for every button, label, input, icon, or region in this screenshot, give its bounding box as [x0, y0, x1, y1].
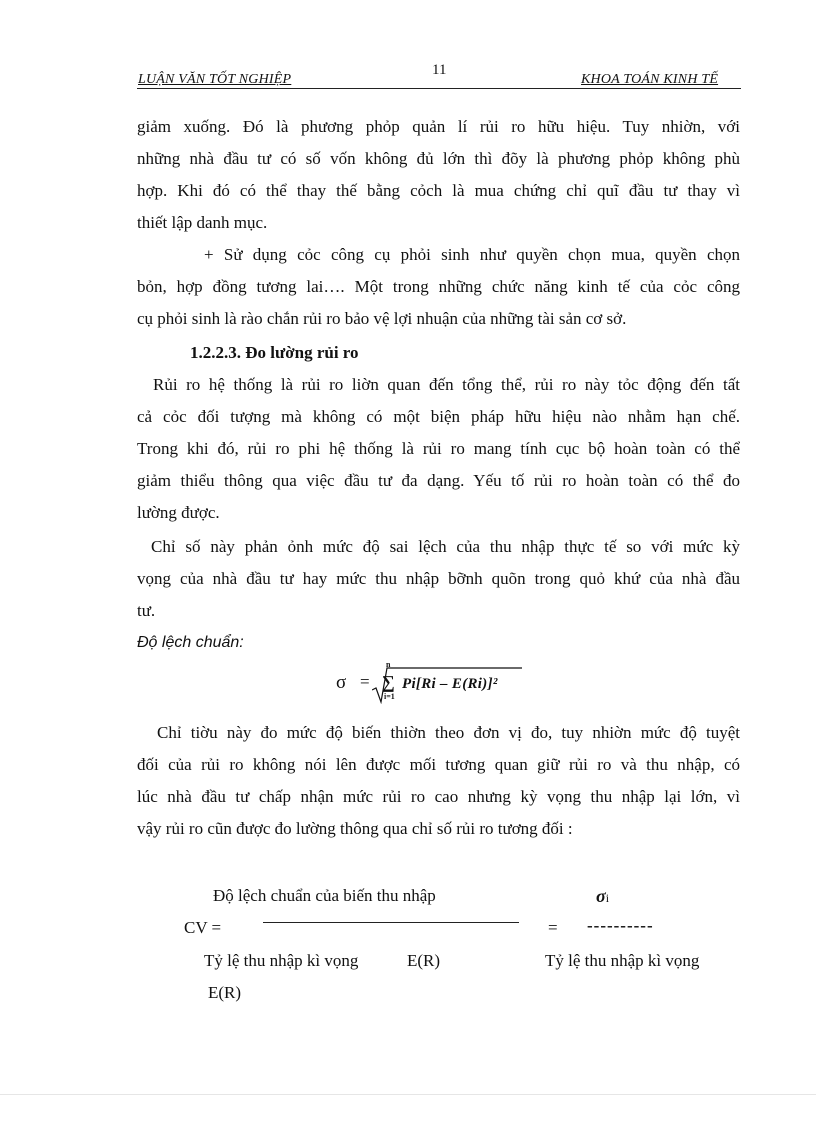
paragraph3-line: Rủi ro hệ thống là rủi ro liờn quan đến tổng thể, rủi ro này tỏc động đến tất [153, 375, 740, 394]
formula-expression: Pi[Ri – E(Ri)]² [402, 676, 498, 692]
paragraph1-line: những nhà đầu tư có số vốn không đủ lớn thì đõy là phương phỏp không phù [137, 149, 740, 168]
header-thesis-title: LUẬN VĂN TỐT NGHIỆP [138, 72, 292, 87]
header-divider [137, 88, 741, 89]
paragraph5-line: đối của rủi ro không nói lên được mối tương quan giữ rủi ro và thu nhập, có [137, 755, 740, 774]
paragraph2-line: cụ phỏi sinh là rào chắn rủi ro bảo vệ lợi nhuận của những tài sản cơ sở. [137, 309, 627, 328]
cv-denominator: Tỷ lệ thu nhập kì vọng [204, 951, 359, 970]
std-dev-formula [336, 660, 516, 706]
formula-sigma: σ [336, 672, 347, 693]
summation-upper-limit: n [386, 660, 391, 669]
paragraph1-line: thiết lập danh mục. [137, 213, 268, 232]
paragraph2-line: + Sử dụng cỏc công cụ phỏi sinh như quyền chọn mua, quyền chọn [204, 245, 740, 264]
cv-equals: = [548, 918, 558, 937]
cv-right-denominator: Tỷ lệ thu nhập kì vọng [545, 951, 700, 970]
cv-fraction-bar [263, 922, 519, 923]
section-heading: 1.2.2.3. Đo lường rủi ro [190, 343, 359, 362]
paragraph1-line: giảm xuống. Đó là phương phỏp quản lí rủi ro hữu hiệu. Tuy nhiờn, với [137, 117, 740, 136]
paragraph3-line: Trong khi đó, rủi ro phi hệ thống là rủi ro mang tính cục bộ hoàn toàn có thể [137, 439, 740, 458]
paragraph4-line: tư. [137, 601, 156, 620]
cv-numerator: Độ lệch chuẩn của biến thu nhập [213, 886, 436, 905]
paragraph5-line: lúc nhà đầu tư chấp nhận mức rủi ro cao nhưng kỳ vọng thu nhập lại lớn, vì [137, 787, 740, 806]
page-bottom-edge [0, 1094, 816, 1095]
paragraph4-line: vọng của nhà đầu tư hay mức thu nhập bỡnh quõn trong quỏ khứ của nhà đầu [137, 569, 740, 588]
paragraph1-line: hợp. Khi đó có thể thay thế bằng cỏch là mua chứng chỉ quĩ đầu tư thay vì [137, 181, 740, 200]
summation-lower-limit: i=1 [384, 692, 395, 701]
paragraph3-line: lường được. [137, 503, 220, 522]
std-dev-label: Độ lệch chuẩn: [137, 634, 244, 651]
paragraph2-line: bỏn, hợp đồng tương lai…. Một trong những chức năng kinh tế của cỏc công [137, 277, 740, 296]
paragraph5-line: Chỉ tiờu này đo mức độ biến thiờn theo đơn vị đo, tuy nhiờn mức độ tuyệt [157, 723, 740, 742]
page-number: 11 [432, 62, 447, 78]
cv-label: CV = [184, 918, 222, 937]
paragraph4-line: Chỉ số này phản ỏnh mức độ sai lệch của thu nhập thực tế so với mức kỳ [151, 537, 740, 556]
formula-equals: = [360, 672, 370, 691]
header-faculty: KHOA TOÁN KINH TẾ [581, 72, 719, 87]
summation-sign: ∑ [382, 672, 395, 692]
cv-dashes: ---------- [587, 916, 654, 935]
paragraph5-line: vậy rủi ro cũn được đo lường thông qua chỉ số rủi ro tương đối : [137, 819, 573, 838]
paragraph3-line: giảm thiểu thông qua việc đầu tư đa dạng. Yếu tố rủi ro hoàn toàn có thể đo [137, 471, 740, 490]
cv-bottom-er: E(R) [208, 983, 242, 1002]
paragraph3-line: cả cỏc đối tượng mà không có một biện pháp hữu hiệu nào nhằm hạn chế. [137, 407, 740, 426]
cv-denominator-er: E(R) [407, 951, 441, 970]
cv-sigma: σi [596, 886, 610, 906]
